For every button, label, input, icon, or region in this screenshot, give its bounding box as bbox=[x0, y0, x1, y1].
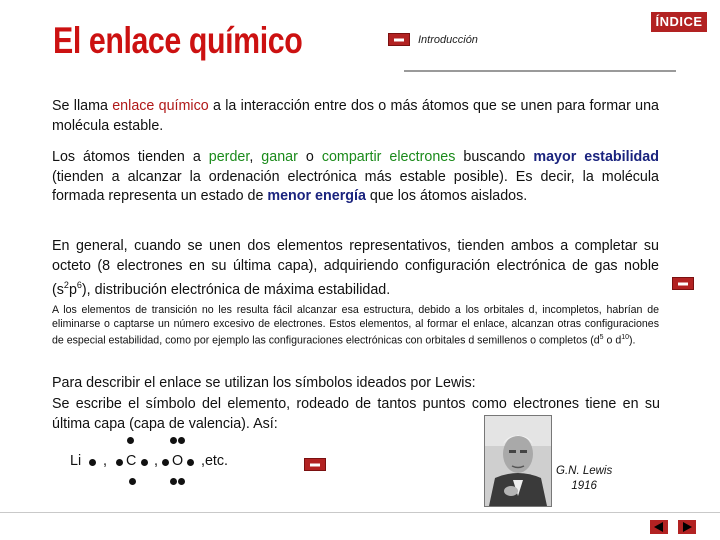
footer-divider bbox=[0, 512, 720, 513]
term-enlace-quimico: enlace químico bbox=[112, 98, 209, 114]
term-compartir: compartir electrones bbox=[321, 149, 456, 165]
term-menor-energia: menor energía bbox=[267, 188, 366, 204]
electron-dot bbox=[141, 459, 148, 466]
arrow-right-icon bbox=[678, 282, 688, 285]
caption-name: G.N. Lewis bbox=[556, 465, 613, 477]
lewis-nav-button[interactable] bbox=[304, 458, 326, 471]
electron-dot bbox=[127, 437, 134, 444]
lewis-symbols: Li , C , O ,etc. bbox=[70, 453, 310, 493]
electron-dot bbox=[129, 478, 136, 485]
portrait-illustration bbox=[485, 416, 551, 506]
term-mayor-estabilidad: mayor estabilidad bbox=[533, 149, 659, 165]
next-page-button[interactable] bbox=[678, 520, 696, 534]
portrait-caption bbox=[556, 464, 612, 494]
arrow-right-icon bbox=[394, 38, 404, 41]
electron-dot bbox=[170, 437, 177, 444]
paragraph-lewis-line1: Para describir el enlace se utilizan los símbolos ideados por Lewis: bbox=[52, 375, 476, 391]
paragraph-lewis-line2: Se escribe el símbolo del elemento, rodeado de tantos puntos como electrones tiene en su última capa (capa de valencia). Así: bbox=[52, 396, 660, 432]
lewis-portrait bbox=[484, 415, 552, 507]
arrow-right-icon bbox=[310, 463, 320, 466]
term-perder: perder bbox=[208, 149, 250, 165]
electron-dot bbox=[178, 478, 185, 485]
electron-dot bbox=[116, 459, 123, 466]
electron-dot bbox=[170, 478, 177, 485]
paragraph-octet: En general, cuando se unen dos elementos representativos, tienden ambos a completar su octeto (8 electrones en su última capa), adquiriendo configuración electrónica de gas noble $(s^2p^6)$, distribución electrónica de máxima estabilidad. bbox=[52, 238, 659, 298]
arrow-left-icon bbox=[650, 520, 668, 534]
intro-nav-label[interactable]: Introducción bbox=[418, 34, 478, 46]
intro-nav-button[interactable] bbox=[388, 33, 410, 46]
electron-dot bbox=[178, 437, 185, 444]
lewis-o-symbol: O bbox=[172, 453, 184, 469]
term-ganar: ganar bbox=[261, 149, 298, 165]
index-button[interactable]: ÍNDICE bbox=[651, 12, 707, 32]
lewis-li-symbol: Li bbox=[70, 453, 82, 469]
previous-page-button[interactable] bbox=[650, 520, 668, 534]
lewis-c-symbol: C bbox=[126, 453, 137, 469]
electron-dot bbox=[89, 459, 96, 466]
paragraph-definition: Se llama enlace químico a la interacción entre dos o más átomos que se unen para formar una molécula estable. bbox=[52, 98, 659, 134]
paragraph-stability: Los átomos tienden a perder, ganar o compartir electrones buscando mayor estabilidad (tienden a alcanzar la ordenación electrónica más estable posible). Es decir, la molécula formada representa un estado de menor energía que los átomos aislados. bbox=[52, 149, 659, 204]
header-divider bbox=[404, 70, 676, 72]
arrow-right-icon bbox=[678, 520, 696, 534]
caption-year: 1916 bbox=[571, 480, 597, 492]
electron-dot bbox=[162, 459, 169, 466]
paragraph-transition-elements: A los elementos de transición no les resulta fácil alcanzar esa estructura, debido a los orbitales d, incompletos, habrían de eliminarse o captarse un número excesivo de electrones. Estos elementos, al formar el enlace, alcanzan otras configuraciones de especial estabilidad, como por ejemplo las configuraciones electrónicas con orbitales d semillenos o completos ($d^5$ o $d^{10}$). bbox=[52, 304, 659, 347]
electron-dot bbox=[187, 459, 194, 466]
octet-nav-button[interactable] bbox=[672, 277, 694, 290]
page-title: El enlace químico bbox=[53, 20, 303, 61]
